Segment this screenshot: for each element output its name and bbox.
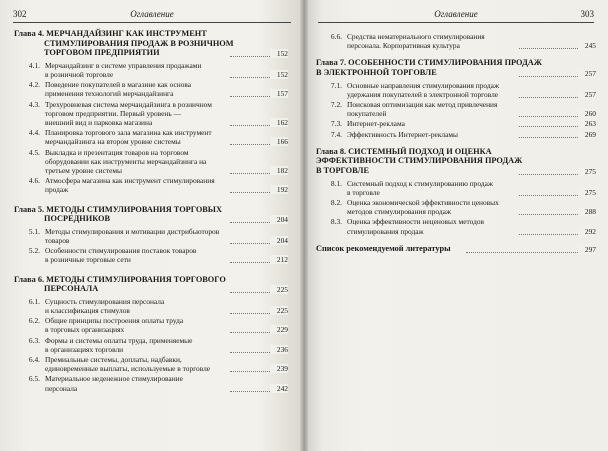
toc-entry-leader xyxy=(230,331,270,333)
chapter-title-line: СТИМУЛИРОВАНИЯ ПРОДАЖ В РОЗНИЧНОМ xyxy=(44,38,234,48)
toc-entry-page: 260 xyxy=(578,109,596,118)
toc-entry-page: 229 xyxy=(270,325,288,334)
toc-entry-title-line: в торговле xyxy=(347,187,380,197)
toc-entry-number: 4.2. xyxy=(28,80,40,90)
toc-entry-number: 7.4. xyxy=(330,129,342,139)
toc-entry-title-line: в розничной торговле xyxy=(45,70,114,79)
toc-entry-title-line: оборудовании как инструменты мерчандайзинга на xyxy=(45,156,207,166)
toc-entry-title-line: в розничные торговые сети xyxy=(45,255,131,265)
toc-entry-title-line: в организациях торговли xyxy=(45,344,124,354)
toc-entry-title-line: мерчандайзинга на втором уровне системы xyxy=(45,137,181,147)
toc-entry-leader xyxy=(519,233,578,235)
chapter-page: 275 xyxy=(578,167,596,176)
toc-entry-title-line: методов стимулирования продаж xyxy=(347,207,452,217)
toc-entry-title-line: Премиальные системы, доплаты, надбавки, xyxy=(45,355,182,364)
bibliography-page: 297 xyxy=(578,245,596,254)
toc-entry-title-line: внешний вид и парковка магазина xyxy=(45,118,153,127)
toc-entry-page: 182 xyxy=(270,166,288,175)
chapter-title-line: Глава 4. МЕРЧАНДАЙЗИНГ КАК ИНСТРУМЕНТ xyxy=(14,29,207,38)
toc-entry-title-line: Мерчандайзинг в системе управления продажами xyxy=(45,60,202,70)
toc-entry-page: 157 xyxy=(270,89,288,98)
toc-entry-title-line: Материальное неденежное стимулирование xyxy=(45,374,183,384)
toc-entry-leader xyxy=(519,136,578,138)
toc-entry-title-line: Методы стимулирования и мотивации дистрибьюторов xyxy=(45,226,220,236)
toc-entry-number: 8.2. xyxy=(330,198,342,207)
toc-entry-title-line: единовременные выплаты, используемые в торговле xyxy=(45,364,211,374)
toc-entry-page: 152 xyxy=(270,70,288,79)
toc-entry-title-line: третьем уровне системы xyxy=(45,166,123,175)
toc-entry-leader xyxy=(230,242,270,244)
toc-entry-page: 162 xyxy=(270,118,288,127)
toc-entry-title-line: Оценка эффективности неценовых методов xyxy=(347,217,485,227)
toc-entry-title-line: Особенности стимулирования поставок товаров xyxy=(45,246,197,256)
toc-entry-title-line: Выкладка и презентация товаров на торговом xyxy=(45,147,189,157)
left-page-number: 302 xyxy=(13,9,27,19)
toc-entry-leader xyxy=(519,96,578,98)
toc-entry-title-line: Поведение покупателей в магазине как основа xyxy=(45,80,192,90)
toc-entry-title-line: удержания покупателей в электронной торговле xyxy=(347,89,499,99)
toc-entry-title-line: продаж xyxy=(45,185,69,195)
toc-entry-number: 7.3. xyxy=(330,119,342,129)
toc-entry-title-line: Формы и системы оплаты труда, применяемые xyxy=(45,335,193,345)
chapter-title-line: В ТОРГОВЛЕ xyxy=(316,166,370,175)
toc-entry-title-line: Средства нематериального стимулирования xyxy=(347,32,485,41)
toc-entry-number: 6.3. xyxy=(28,335,40,345)
chapter-title-line: ЭФФЕКТИВНОСТИ СТИМУЛИРОВАНИЯ ПРОДАЖ xyxy=(316,156,523,166)
toc-entry-title-line: покупателей xyxy=(347,109,387,119)
toc-entry-title-line: Поисковая оптимизация как метод привлечения xyxy=(347,100,498,109)
toc-entry-leader xyxy=(230,390,270,392)
toc-entry-page: 239 xyxy=(270,364,288,373)
toc-entry-number: 7.2. xyxy=(330,100,342,109)
toc-entry-title-line: Общие принципы построения оплаты труда xyxy=(45,316,184,326)
toc-entry-leader xyxy=(230,191,270,193)
toc-entry-title-line: персонала. Корпоративная культура xyxy=(347,41,460,51)
toc-entry-number: 5.1. xyxy=(28,226,40,236)
toc-entry-title-line: Атмосфера магазина как инструмент стимулирования xyxy=(45,176,215,186)
toc-entry-title-line: применения технологий мерчандайзинга xyxy=(45,89,174,99)
toc-entry-title-line: и классификация стимулов xyxy=(45,306,130,315)
toc-entry-title-line: Трехуровневая система мерчандайзинга в розничном xyxy=(45,99,212,109)
toc-entry-number: 4.6. xyxy=(28,176,40,186)
toc-entry-title-line: стимулирования продаж xyxy=(347,226,424,236)
toc-entry-leader xyxy=(519,115,578,117)
toc-entry-number: 8.1. xyxy=(330,178,342,188)
toc-entry-leader xyxy=(519,194,578,196)
toc-entry-number: 8.3. xyxy=(330,217,342,227)
toc-entry-number: 6.4. xyxy=(28,355,40,364)
toc-entry-page: 166 xyxy=(270,137,288,146)
toc-entry-number: 6.5. xyxy=(28,374,40,384)
toc-entry-number: 4.3. xyxy=(28,99,40,109)
toc-entry-title-line: торговом предприятии. Первый уровень — xyxy=(45,108,181,118)
toc-entry-number: 4.4. xyxy=(28,128,40,138)
toc-entry-number: 4.5. xyxy=(28,147,40,157)
toc-entry-leader xyxy=(519,213,578,215)
toc-entry-page: 212 xyxy=(270,255,288,264)
toc-entry-leader xyxy=(230,76,270,78)
toc-entry-number: 6.1. xyxy=(28,296,40,306)
toc-entry-title-line: персонала xyxy=(45,383,78,393)
toc-entry-title-line: Оценка экономической эффективности ценовых xyxy=(347,198,499,207)
toc-entry-number: 6.6. xyxy=(330,32,342,41)
chapter-page: 152 xyxy=(270,49,288,58)
toc-entry-title-line: Планировка торгового зала магазина как инструмент xyxy=(45,128,212,138)
chapter-title-line: Глава 7. ОСОБЕННОСТИ СТИМУЛИРОВАНИЯ ПРОДАЖ xyxy=(316,58,542,68)
toc-entry-title-line: товаров xyxy=(45,236,70,245)
right-page xyxy=(304,0,608,451)
toc-entry-number: 5.2. xyxy=(28,246,40,256)
toc-entry-title-line: Основные направления стимулирования продаж xyxy=(347,80,500,90)
bibliography-leader xyxy=(466,251,578,253)
toc-entry-page: 236 xyxy=(270,345,288,354)
right-header-rule xyxy=(318,22,594,23)
toc-entry-title-line: Сущность стимулирования персонала xyxy=(45,296,165,306)
toc-entry-page: 263 xyxy=(578,119,596,128)
toc-entry-title-line: Эффективность Интернет-рекламы xyxy=(347,129,459,139)
toc-entry-page: 192 xyxy=(270,185,288,194)
chapter-title-line: ПЕРСОНАЛА xyxy=(44,284,99,294)
toc-entry-leader xyxy=(230,261,270,263)
toc-entry-leader xyxy=(230,95,270,97)
toc-entry-leader xyxy=(230,172,270,174)
chapter-leader xyxy=(230,55,270,57)
toc-entry-leader xyxy=(519,125,578,127)
chapter-leader xyxy=(230,221,270,223)
chapter-page: 225 xyxy=(270,285,288,294)
toc-entry-number: 6.2. xyxy=(28,316,40,326)
toc-entry-leader xyxy=(230,312,270,314)
chapter-title-line: ТОРГОВОМ ПРЕДПРИЯТИИ xyxy=(44,48,160,58)
chapter-leader xyxy=(230,291,270,293)
left-header-rule xyxy=(13,22,291,23)
left-running-head: Оглавление xyxy=(130,9,174,19)
toc-entry-title-line: Системный подход к стимулированию продаж xyxy=(347,178,493,188)
toc-entry-title-line: в торговых организациях xyxy=(45,325,125,335)
right-page-number: 303 xyxy=(580,9,594,19)
toc-entry-page: 204 xyxy=(270,236,288,245)
toc-entry-leader xyxy=(230,351,270,353)
toc-entry-page: 275 xyxy=(578,188,596,197)
toc-entry-page: 292 xyxy=(578,227,596,236)
chapter-title-line: ПОСРЕДНИКОВ xyxy=(44,214,111,224)
toc-entry-page: 225 xyxy=(270,306,288,315)
toc-entry-leader xyxy=(230,370,270,372)
chapter-page: 257 xyxy=(578,69,596,78)
chapter-title-line: Глава 6. МЕТОДЫ СТИМУЛИРОВАНИЯ ТОРГОВОГО xyxy=(14,274,226,284)
toc-entry-page: 245 xyxy=(578,41,596,50)
chapter-title-line: Глава 8. СИСТЕМНЫЙ ПОДХОД И ОЦЕНКА xyxy=(316,146,492,156)
chapter-leader xyxy=(519,75,578,77)
toc-entry-leader xyxy=(230,143,270,145)
book-gutter xyxy=(300,0,308,451)
toc-entry-title-line: Интернет-реклама xyxy=(347,119,405,129)
toc-entry-leader xyxy=(230,124,270,126)
toc-entry-page: 242 xyxy=(270,384,288,393)
toc-entry-page: 269 xyxy=(578,130,596,139)
chapter-leader xyxy=(519,173,578,175)
toc-entry-number: 4.1. xyxy=(28,60,40,70)
right-running-head: Оглавление xyxy=(434,9,478,19)
toc-entry-page: 257 xyxy=(578,90,596,99)
chapter-page: 204 xyxy=(270,215,288,224)
chapter-title-line: В ЭЛЕКТРОННОЙ ТОРГОВЛЕ xyxy=(316,68,437,77)
toc-entry-leader xyxy=(519,47,578,49)
toc-entry-number: 7.1. xyxy=(330,80,342,90)
toc-entry-page: 288 xyxy=(578,207,596,216)
chapter-title-line: Глава 5. МЕТОДЫ СТИМУЛИРОВАНИЯ ТОРГОВЫХ xyxy=(14,204,222,214)
bibliography-title: Список рекомендуемой литературы xyxy=(316,243,451,253)
